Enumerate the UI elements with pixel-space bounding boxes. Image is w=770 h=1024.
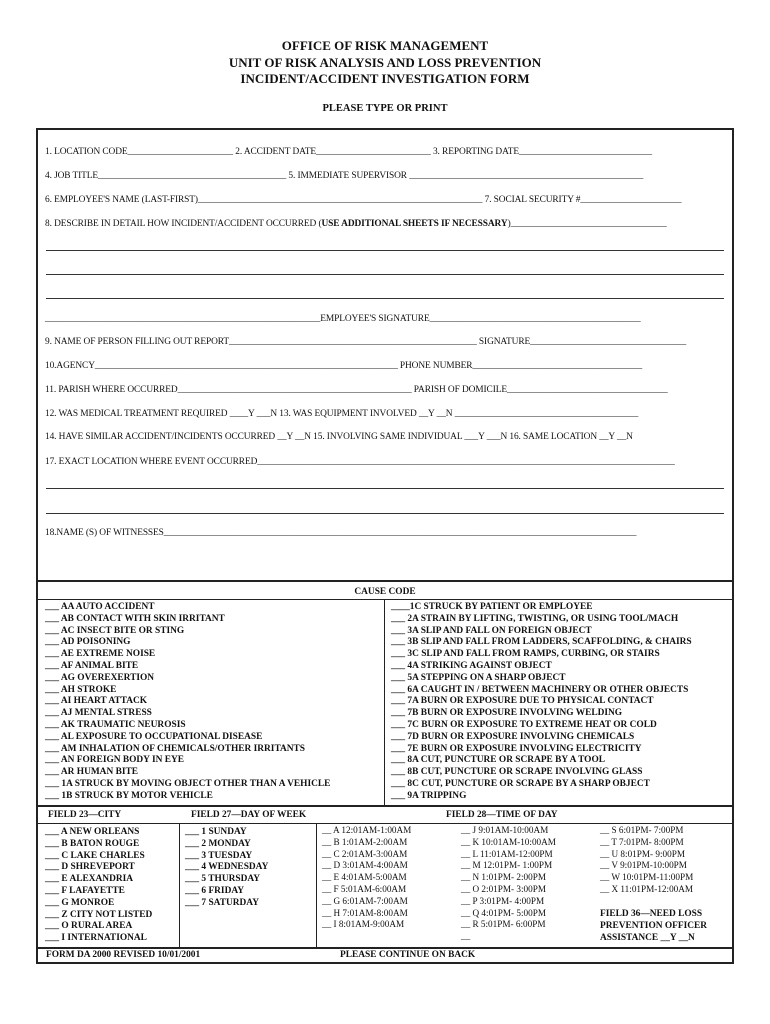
city-day-divider bbox=[179, 824, 180, 947]
field-person-filling-report[interactable]: 9. NAME OF PERSON FILLING OUT REPORT______________________________________________________ SIGNATURE__________________________________ bbox=[45, 337, 687, 347]
field-agency-phone[interactable]: 10.AGENCY__________________________________________________________________ PHONE NUMBER_____________________________________ bbox=[45, 361, 643, 371]
cause-code-option[interactable]: ___ 7C BURN OR EXPOSURE TO EXTREME HEAT OR COLD bbox=[391, 719, 657, 730]
day-option[interactable]: ___ 5 THURSDAY bbox=[185, 874, 261, 885]
cause-code-option[interactable]: ___ AD POISONING bbox=[45, 637, 131, 648]
type-or-print-instruction: PLEASE TYPE OR PRINT bbox=[322, 103, 448, 114]
cause-code-option[interactable]: ___ AA AUTO ACCIDENT bbox=[45, 602, 155, 612]
cause-code-option[interactable]: ___ 7B BURN OR EXPOSURE INVOLVING WELDING bbox=[391, 708, 623, 719]
time-option[interactable]: __ C 2:01AM-3:00AM bbox=[322, 848, 408, 859]
field-36-line-1: FIELD 36—NEED LOSS bbox=[600, 909, 703, 919]
city-list bbox=[45, 827, 152, 945]
time-option[interactable]: __ K 10:01AM-10:00AM bbox=[461, 836, 556, 847]
city-option[interactable]: ___ Z CITY NOT LISTED bbox=[45, 909, 153, 920]
form-frame bbox=[36, 128, 734, 964]
form-title-office: OFFICE OF RISK MANAGEMENT bbox=[281, 38, 489, 53]
cause-code-option[interactable]: ___ 8C CUT, PUNCTURE OR SCRAPE BY A SHARP OBJECT bbox=[391, 778, 650, 789]
city-option[interactable]: ___ E ALEXANDRIA bbox=[45, 874, 134, 885]
time-list-1 bbox=[322, 825, 411, 931]
describe-label: 8. DESCRIBE IN DETAIL HOW INCIDENT/ACCIDENT OCCURRED ( bbox=[45, 219, 322, 229]
time-option[interactable]: __ M 12:01PM- 1:00PM bbox=[461, 860, 553, 871]
cause-code-option[interactable]: ___ 4A STRIKING AGAINST OBJECT bbox=[391, 660, 552, 671]
time-option[interactable]: __ L 11:01AM-12:00PM bbox=[461, 848, 553, 859]
field-exact-location[interactable]: 17. EXACT LOCATION WHERE EVENT OCCURRED___________________________________________________________________________________________ bbox=[45, 457, 675, 467]
cause-code-option[interactable]: ___ 7D BURN OR EXPOSURE INVOLVING CHEMICALS bbox=[391, 731, 635, 742]
city-option[interactable]: ___ F LAFAYETTE bbox=[45, 885, 125, 896]
day-list bbox=[185, 827, 268, 910]
field-23-title: FIELD 23—CITY bbox=[48, 810, 122, 820]
time-option[interactable]: __ X 11:01PM-12:00AM bbox=[600, 883, 694, 894]
describe-blank: )__________________________________ bbox=[507, 219, 667, 229]
field-job-title-supervisor[interactable]: 4. JOB TITLE_________________________________________ 5. IMMEDIATE SUPERVISOR ___________________________________________________ bbox=[45, 171, 644, 181]
field-28-title: FIELD 28—TIME OF DAY bbox=[446, 810, 558, 820]
employee-signature-line[interactable]: ____________________________________________________________EMPLOYEE'S SIGNATURE______________________________________________ bbox=[45, 314, 641, 324]
cause-divider-title bbox=[38, 599, 732, 600]
cause-code-option[interactable]: ___ 9A TRIPPING bbox=[391, 790, 467, 801]
field-witnesses[interactable]: 18.NAME (S) OF WITNESSES_______________________________________________________________________________________________________ bbox=[45, 528, 637, 538]
city-option[interactable]: ___ O RURAL AREA bbox=[45, 921, 133, 932]
form-number: FORM DA 2000 REVISED 10/01/2001 bbox=[46, 950, 201, 960]
cause-code-option[interactable]: ___ 3B SLIP AND FALL FROM LADDERS, SCAFFOLDING, & CHAIRS bbox=[391, 637, 692, 648]
time-option[interactable]: __ W 10:01PM-11:00PM bbox=[600, 872, 694, 883]
time-option[interactable]: __ R 5:01PM- 6:00PM bbox=[461, 919, 546, 930]
cause-code-option[interactable]: ____1C STRUCK BY PATIENT OR EMPLOYEE bbox=[391, 602, 593, 612]
time-option[interactable]: __ E 4:01AM-5:00AM bbox=[322, 872, 407, 883]
city-option[interactable]: ___ C LAKE CHARLES bbox=[45, 850, 145, 861]
field-employee-name-ssn[interactable]: 6. EMPLOYEE'S NAME (LAST-FIRST)______________________________________________________________ 7. SOCIAL SECURITY #______________________ bbox=[45, 195, 682, 205]
field-36-line-3: ASSISTANCE __Y __N bbox=[600, 932, 695, 943]
cause-code-option[interactable]: ___ AK TRAUMATIC NEUROSIS bbox=[45, 719, 186, 730]
time-option[interactable]: __ I 8:01AM-9:00AM bbox=[322, 919, 405, 930]
cause-code-option[interactable]: ___ 6A CAUGHT IN / BETWEEN MACHINERY OR OTHER OBJECTS bbox=[391, 684, 689, 695]
day-option[interactable]: ___ 3 TUESDAY bbox=[185, 850, 253, 861]
time-option[interactable]: __ D 3:01AM-4:00AM bbox=[322, 860, 408, 871]
cause-code-option[interactable]: ___ 8B CUT, PUNCTURE OR SCRAPE INVOLVING GLASS bbox=[391, 767, 643, 778]
cause-code-option[interactable]: ___ AJ MENTAL STRESS bbox=[45, 708, 152, 719]
cause-code-option[interactable]: ___ AL EXPOSURE TO OCCUPATIONAL DISEASE bbox=[45, 731, 263, 742]
cause-code-option[interactable]: ___ 3A SLIP AND FALL ON FOREIGN OBJECT bbox=[391, 625, 592, 636]
day-option[interactable]: ___ 4 WEDNESDAY bbox=[185, 862, 269, 873]
cause-code-option[interactable]: ___ 7E BURN OR EXPOSURE INVOLVING ELECTRICITY bbox=[391, 743, 642, 754]
cause-divider-top bbox=[38, 580, 732, 582]
field-parish[interactable]: 11. PARISH WHERE OCCURRED___________________________________________________ PARISH OF DOMICILE___________________________________ bbox=[45, 385, 668, 395]
field-36-need-loss-prevention[interactable] bbox=[600, 909, 707, 944]
field-36-line-2: PREVENTION OFFICER bbox=[600, 920, 708, 931]
cause-code-option[interactable]: ___ 5A STEPPING ON A SHARP OBJECT bbox=[391, 672, 566, 683]
time-option[interactable]: __ G 6:01AM-7:00AM bbox=[322, 895, 408, 906]
cause-column-divider bbox=[384, 600, 385, 805]
form-title-name: INCIDENT/ACCIDENT INVESTIGATION FORM bbox=[240, 71, 530, 86]
time-option[interactable]: __ N 1:01PM- 2:00PM bbox=[461, 872, 546, 883]
field-similar-incidents[interactable]: 14. HAVE SIMILAR ACCIDENT/INCIDENTS OCCURRED __Y __N 15. INVOLVING SAME INDIVIDUAL ___Y ___N 16. SAME LOCATION __Y __N bbox=[45, 432, 633, 442]
time-option[interactable]: __ F 5:01AM-6:00AM bbox=[322, 883, 407, 894]
cause-code-option[interactable]: ___ AF ANIMAL BITE bbox=[45, 660, 139, 671]
cause-code-option[interactable]: ___ 3C SLIP AND FALL FROM RAMPS, CURBING, OR STAIRS bbox=[391, 649, 660, 660]
cause-code-option[interactable]: ___ AR HUMAN BITE bbox=[45, 767, 138, 778]
location-line-2[interactable] bbox=[46, 513, 724, 514]
time-option[interactable]: __ S 6:01PM- 7:00PM bbox=[600, 825, 684, 835]
time-option[interactable]: __ U 8:01PM- 9:00PM bbox=[600, 848, 685, 859]
cause-code-option[interactable]: ___ AG OVEREXERTION bbox=[45, 672, 155, 683]
city-option[interactable]: ___ A NEW ORLEANS bbox=[45, 827, 140, 837]
time-option[interactable]: __ Q 4:01PM- 5:00PM bbox=[461, 907, 546, 918]
city-option[interactable]: ___ B BATON ROUGE bbox=[45, 838, 140, 849]
time-option[interactable]: __ T 7:01PM- 8:00PM bbox=[600, 836, 684, 847]
continue-on-back: PLEASE CONTINUE ON BACK bbox=[340, 950, 476, 960]
footer-divider bbox=[38, 947, 732, 949]
cause-code-list-left bbox=[45, 602, 330, 803]
cause-code-option[interactable]: ___ AH STROKE bbox=[45, 684, 117, 695]
day-option[interactable]: ___ 2 MONDAY bbox=[185, 838, 251, 849]
field-27-title: FIELD 27—DAY OF WEEK bbox=[191, 810, 307, 820]
city-option[interactable]: ___ G MONROE bbox=[45, 897, 115, 908]
cause-code-option[interactable]: ___ AM INHALATION OF CHEMICALS/OTHER IRRITANTS bbox=[45, 743, 306, 754]
description-line-3[interactable] bbox=[46, 298, 724, 299]
time-list-3 bbox=[600, 825, 693, 896]
time-option[interactable]: __ J 9:01AM-10:00AM bbox=[461, 825, 549, 835]
form-title-unit: UNIT OF RISK ANALYSIS AND LOSS PREVENTION bbox=[228, 55, 542, 70]
day-option[interactable]: ___ 1 SUNDAY bbox=[185, 827, 247, 837]
location-line-1[interactable] bbox=[46, 488, 724, 489]
time-option[interactable]: __ A 12:01AM-1:00AM bbox=[322, 825, 412, 835]
time-option[interactable]: __ bbox=[461, 931, 471, 942]
description-line-1[interactable] bbox=[46, 250, 724, 251]
cause-code-option[interactable]: ___ 1B STRUCK BY MOTOR VEHICLE bbox=[45, 790, 213, 801]
cause-code-option[interactable]: ___ AN FOREIGN BODY IN EYE bbox=[45, 755, 184, 766]
cause-code-option[interactable]: ___ 1A STRUCK BY MOVING OBJECT OTHER THAN A VEHICLE bbox=[45, 778, 331, 789]
field-medical-equipment[interactable]: 12. WAS MEDICAL TREATMENT REQUIRED ____Y ___N 13. WAS EQUIPMENT INVOLVED __Y __N ________________________________________ bbox=[45, 409, 639, 419]
day-option[interactable]: ___ 6 FRIDAY bbox=[185, 885, 245, 896]
cause-code-option[interactable]: ___ AI HEART ATTACK bbox=[45, 696, 148, 707]
cause-code-list-right bbox=[391, 602, 692, 803]
time-option[interactable]: __ H 7:01AM-8:00AM bbox=[322, 907, 408, 918]
cause-code-option[interactable]: ___ AC INSECT BITE OR STING bbox=[45, 625, 185, 636]
time-option[interactable]: __ P 3:01PM- 4:00PM bbox=[461, 895, 545, 906]
cause-code-option[interactable]: ___ 2A STRAIN BY LIFTING, TWISTING, OR USING TOOL/MACH bbox=[391, 613, 679, 624]
describe-note: USE ADDITIONAL SHEETS IF NECESSARY bbox=[321, 219, 508, 229]
time-list-2 bbox=[461, 825, 556, 943]
field-location-accident-reporting[interactable]: 1. LOCATION CODE_______________________ 2. ACCIDENT DATE_________________________ 3. REPORTING DATE_____________________________ bbox=[45, 147, 653, 157]
city-option[interactable]: ___ D SHREVEPORT bbox=[45, 862, 135, 873]
cause-code-title: CAUSE CODE bbox=[354, 587, 416, 597]
description-line-2[interactable] bbox=[46, 274, 724, 275]
time-option[interactable]: __ V 9:01PM-10:00PM bbox=[600, 860, 687, 871]
time-option[interactable]: __ O 2:01PM- 3:00PM bbox=[461, 883, 546, 894]
cause-code-option[interactable]: ___ 8A CUT, PUNCTURE OR SCRAPE BY A TOOL bbox=[391, 755, 606, 766]
cause-code-option[interactable]: ___ 7A BURN OR EXPOSURE DUE TO PHYSICAL CONTACT bbox=[391, 696, 654, 707]
field-describe-incident[interactable] bbox=[45, 219, 667, 229]
day-option[interactable]: ___ 7 SATURDAY bbox=[185, 897, 259, 908]
time-option[interactable]: __ B 1:01AM-2:00AM bbox=[322, 836, 408, 847]
cause-code-option[interactable]: ___ AE EXTREME NOISE bbox=[45, 649, 156, 660]
fields-divider-title bbox=[38, 823, 732, 824]
day-time-divider bbox=[316, 824, 317, 947]
fields-divider-top bbox=[38, 805, 732, 807]
cause-code-option[interactable]: ___ AB CONTACT WITH SKIN IRRITANT bbox=[45, 613, 225, 624]
city-option[interactable]: ___ I INTERNATIONAL bbox=[45, 933, 147, 944]
